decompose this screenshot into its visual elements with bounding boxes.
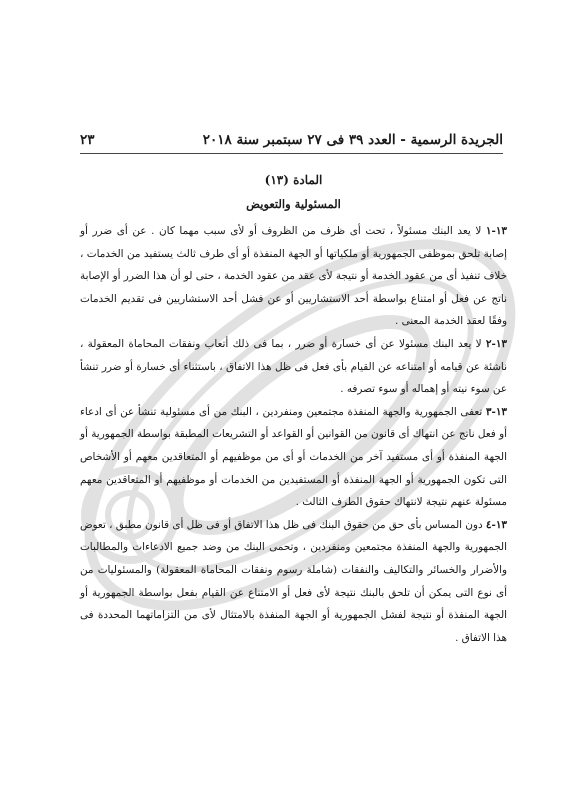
clause-number: ١٣-٤	[485, 518, 507, 531]
article-title: المادة (١٣)	[264, 173, 323, 187]
clause-13-1	[80, 220, 507, 333]
header-divider	[80, 153, 503, 154]
clause-text: دون المساس بأى حق من حقوق البنك فى ظل هذا الاتفاق أو فى ظل أى قانون مطبق ، تعوض الجمهورية والجهة المنفذة مجتمعين ومنفردين ، وتحمى البنك من وضد جميع الادعاءات والمطالبات والأضرار والخسائر والتكاليف والنفقات (شاملة رسوم ونفقات المحاماة المعقولة) والمسئوليات من أى نوع التى يمكن أن تلحق بالبنك نتيجة لأى فعل أو الامتناع عن القيام بفعل بواسطة الجمهورية أو الجهة المنفذة أو نتيجة لفشل الجمهورية أو الجهة المنفذة بالامتثال لأى من التزاماتهما المحددة فى هذا الاتفاق .	[80, 518, 507, 644]
document-body	[80, 170, 507, 649]
clause-number: ١٣-١	[485, 225, 507, 237]
clause-13-4	[80, 514, 507, 650]
clause-13-3	[80, 401, 507, 514]
article-subtitle: المسئولية والتعويض	[246, 197, 341, 211]
clause-number: ١٣-٢	[485, 337, 507, 350]
clause-text: لا يعد البنك مسئولاً ، تحت أى ظرف من الظروف أو لأى سبب مهما كان . عن أى ضرر أو إصابة تلحق بموظفى الجمهورية أو ملكياتها أو الجهة المنفذة أو أى طرف ثالث يستفيد من الخدمات ، خلاف تنفيذ أى من عقود الخدمة أو نتيجة لأى عقد من عقود الخدمة ، حتى لو أن هذا الضرر أو الإصابة ناتج عن فعل أو امتناع بواسطة أحد الاستشاريين أو عن فشل أحد الاستشاريين فى تقديم الخدمات وفقًا لعقد الخدمة المعنى .	[80, 225, 507, 328]
page-header	[80, 130, 503, 150]
clause-text: تعفى الجمهورية والجهة المنفذة مجتمعين ومنفردين ، البنك من أى مسئولية تنشأ عن أى ادعاء أو فعل ناتج عن انتهاك أى قانون من القوانين أو القواعد أو التشريعات المطبقة بواسطة الجمهورية أو الجهة المنفذة أو أى مستفيد آخر من الخدمات أو أى من موظفيهم أو المتعاقدين معهم أو الأشخاص التى تكون الجمهورية أو الجهة المنفذة أو المستفيدين من الخدمات أو موظفيهم أو المتعاقدين معهم مسئولة عنهم نتيجة لانتهاك حقوق الطرف الثالث .	[80, 405, 507, 509]
publication-title: الجريدة الرسمية - العدد ٣٩ فى ٢٧ سبتمبر سنة ٢٠١٨	[202, 132, 503, 148]
clause-13-2	[80, 333, 507, 401]
page-number: ٢٣	[80, 132, 95, 148]
clause-number: ١٣-٣	[485, 405, 507, 418]
clause-text: لا يعد البنك مسئولا عن أى خسارة أو ضرر ، بما فى ذلك أتعاب ونفقات المحاماة المعقولة ، ناشئة عن قيامه أو امتناعه عن القيام بأى فعل فى ظل هذا الاتفاق ، باستثناء أى خسارة أو ضرر تنشأ عن سوء نيته أو إهماله أو سوء تصرفه .	[80, 337, 507, 396]
